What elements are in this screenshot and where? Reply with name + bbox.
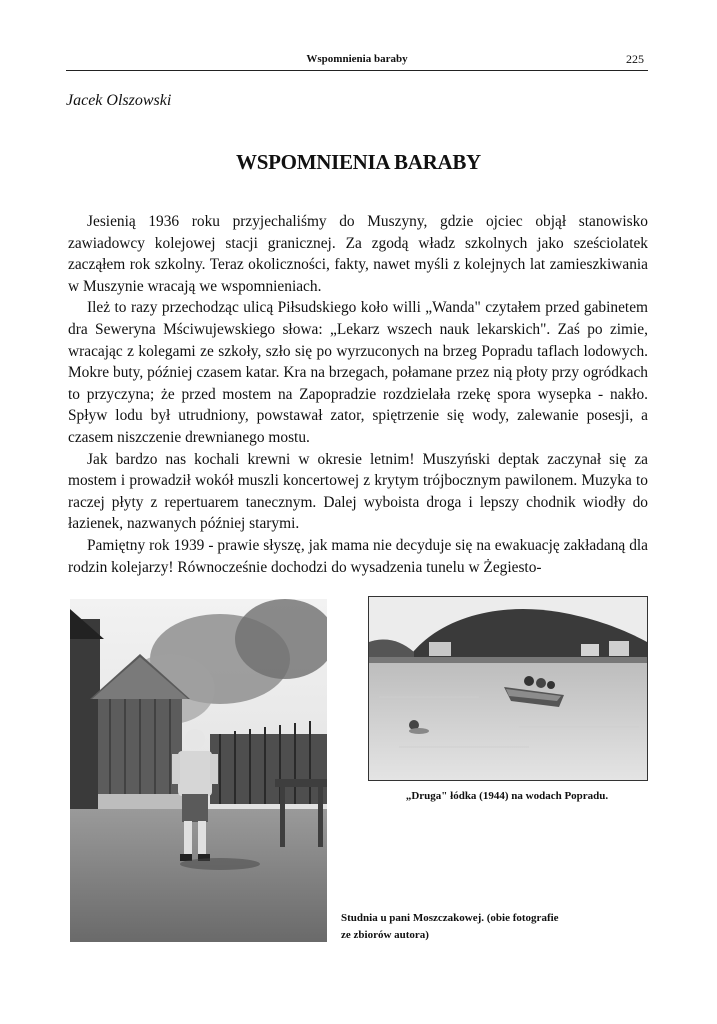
article-title: WSPOMNIENIA BARABY: [236, 150, 481, 174]
boat-photo: [368, 596, 648, 781]
well-photo-caption: Studnia u pani Moszczakowej. (obie fotografie ze zbiorów autora): [341, 912, 559, 941]
paragraph: Jesienią 1936 roku przyjechaliśmy do Muszyny, gdzie ojciec objął stanowisko zawiadowcy kolejowej stacji granicznej. Za zgodą władz szkolnych jako sześciolatek zacząłem rok szkolny. Teraz okoliczności, fakty, nawet myśli z kolejnych lat zamieszkiwania w Muszynie wracają we wspomnieniach.: [68, 213, 648, 295]
paragraph: Pamiętny rok 1939 - prawie słyszę, jak mama nie decyduje się na ewakuację zakładaną dla rodzin kolejarzy! Równocześnie dochodzi do wysadzenia tunelu w Żegiesto-: [68, 536, 648, 576]
article-body: [68, 211, 648, 578]
boat-photo-caption: „Druga" łódka (1944) na wodach Popradu.: [405, 790, 609, 802]
paragraph: Jak bardzo nas kochali krewni w okresie letnim! Muszyński deptak zaczynał się za mostem i prowadził wokół muszli koncertowej z krytym trójbocznym pawilonem. Muzyka to raczej płyty z repertuarem tanecznym. Dalej wyboista droga i lepszy chodnik wiodły do łazienek, nazwanych później starymi.: [68, 450, 648, 533]
author-name: Jacek Olszowski: [66, 92, 172, 109]
running-title: Wspomnienia baraby: [306, 53, 408, 65]
paragraph: Ileż to razy przechodząc ulicą Piłsudskiego koło willi „Wanda" czytałem przed gabinetem dra Seweryna Mściwujewskiego słowa: „Lekarz wszech nauk lekarskich". Zaś po zimie, wracając z kolegami ze szkoły, szło się po wyrzuconych na brzeg Popradu taflach lodowych. Mokre buty, później czasem katar. Kra na brzegach, połamane przez nią płoty przy ogródkach to przyczyna; że przed mostem na Zapopradzie rozdzielała rzekę spora wysepka - nakło. Spływ lodu był utrudniony, powstawał zator, spiętrzenie się wody, zalewanie posesji, a czasem niszczenie drewnianego mostu.: [68, 299, 648, 446]
page-number: 225: [626, 52, 644, 66]
well-photo: [70, 599, 327, 942]
running-header: [66, 52, 648, 71]
